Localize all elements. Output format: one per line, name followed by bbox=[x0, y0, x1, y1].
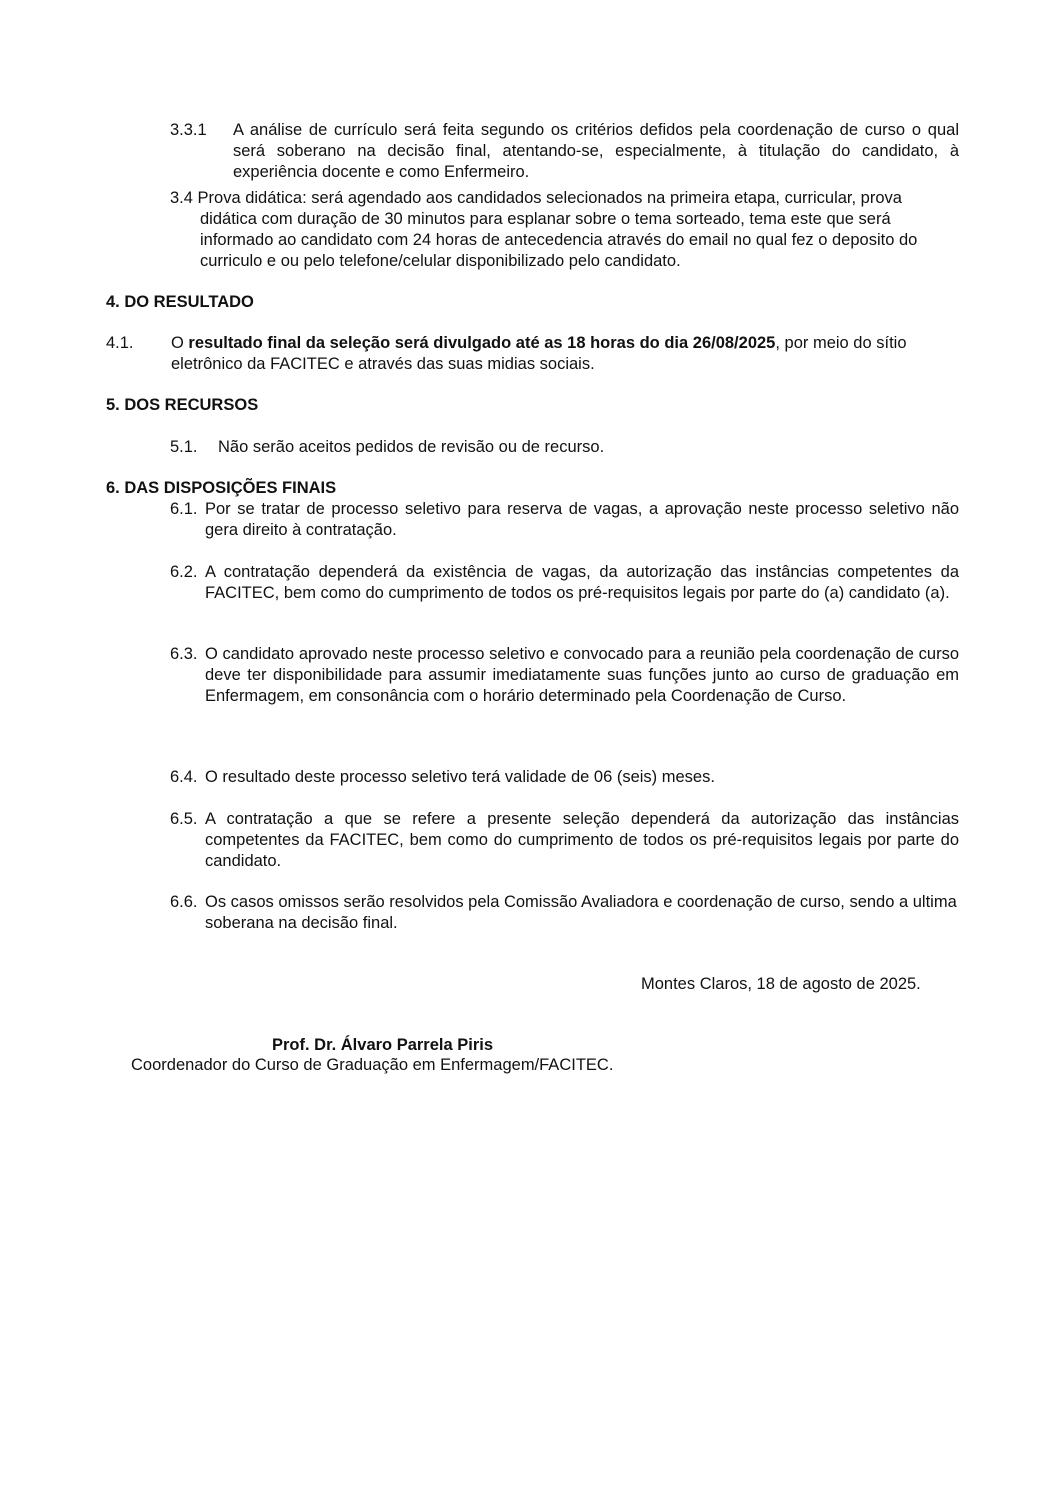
item-number: 6.5. bbox=[170, 810, 198, 828]
place-date: Montes Claros, 18 de agosto de 2025. bbox=[641, 975, 921, 993]
heading-disposicoes-finais: 6. DAS DISPOSIÇÕES FINAIS bbox=[106, 479, 337, 497]
section-6-1 bbox=[0, 499, 1060, 543]
item-number: 4.1. bbox=[106, 334, 134, 352]
item-number: 5.1. bbox=[170, 438, 198, 456]
item-number: 6.1. bbox=[170, 500, 198, 518]
section-5-1 bbox=[0, 437, 1060, 459]
item-text-body: 3.4 Prova didática: será agendado aos candidados selecionados na primeira etapa, curricular, prova didática com duração de 30 minutos para esplanar sobre o tema sorteado, tema este que será informado ao candidato com 24 horas de antecedencia através do email no qual fez o deposito do curriculo e ou pelo telefone/celular disponibilizado pelo candidato. bbox=[170, 189, 918, 270]
section-6-5 bbox=[0, 809, 1060, 875]
section-6-6 bbox=[0, 892, 1060, 936]
item-number: 3.3.1 bbox=[170, 121, 207, 139]
item-text: O resultado deste processo seletivo terá validade de 06 (seis) meses. bbox=[205, 768, 715, 786]
section-4-1 bbox=[0, 333, 1060, 377]
item-number: 6.4. bbox=[170, 768, 198, 786]
item-number: 6.3. bbox=[170, 645, 198, 663]
item-text bbox=[170, 188, 960, 272]
heading-resultado: 4. DO RESULTADO bbox=[106, 293, 254, 311]
section-3-3-1 bbox=[0, 120, 1060, 186]
item-text-bold: resultado final da seleção será divulgado até as 18 horas do dia 26/08/2025 bbox=[188, 334, 776, 352]
item-text: A análise de currículo será feita segundo os critérios defidos pela coordenação de curso o qual será soberano na decisão final, atentando-se, especialmente, à titulação do candidato, à experiência docente e como Enfermeiro. bbox=[233, 121, 959, 181]
heading-recursos: 5. DOS RECURSOS bbox=[106, 396, 259, 414]
item-text: A contratação dependerá da existência de vagas, da autorização das instâncias competentes da FACITEC, bem como do cumprimento de todos os pré-requisitos legais por parte do (a) candidato (a). bbox=[205, 563, 959, 602]
item-text-post: , por meio do sítio eletrônico da FACITEC e através das suas midias sociais. bbox=[171, 334, 907, 373]
item-text: O candidato aprovado neste processo seletivo e convocado para a reunião pela coordenação de curso deve ter disponibilidade para assumir imediatamente suas funções junto ao curso de graduação em Enfermagem, em consonância com o horário determinado pela Coordenação de Curso. bbox=[205, 645, 959, 705]
item-text: Por se tratar de processo seletivo para reserva de vagas, a aprovação neste processo seletivo não gera direito à contratação. bbox=[205, 500, 959, 539]
section-3-4 bbox=[0, 188, 1060, 274]
item-text bbox=[171, 333, 941, 375]
signatory-role: Coordenador do Curso de Graduação em Enfermagem/FACITEC. bbox=[131, 1056, 614, 1074]
item-number: 6.2. bbox=[170, 563, 198, 581]
section-6-4 bbox=[0, 767, 1060, 789]
item-text: Não serão aceitos pedidos de revisão ou de recurso. bbox=[218, 438, 605, 456]
item-number: 6.6. bbox=[170, 893, 198, 911]
signatory-name: Prof. Dr. Álvaro Parrela Piris bbox=[272, 1036, 494, 1054]
item-text: A contratação a que se refere a presente seleção dependerá da autorização das instâncias competentes da FACITEC, bem como do cumprimento de todos os pré-requisitos legais por parte do candidato. bbox=[205, 810, 959, 870]
item-text-pre: O bbox=[171, 334, 189, 352]
section-6-2 bbox=[0, 562, 1060, 628]
item-text: Os casos omissos serão resolvidos pela Comissão Avaliadora e coordenação de curso, sendo a ultima soberana na decisão final. bbox=[205, 893, 957, 932]
section-6-3 bbox=[0, 644, 1060, 730]
